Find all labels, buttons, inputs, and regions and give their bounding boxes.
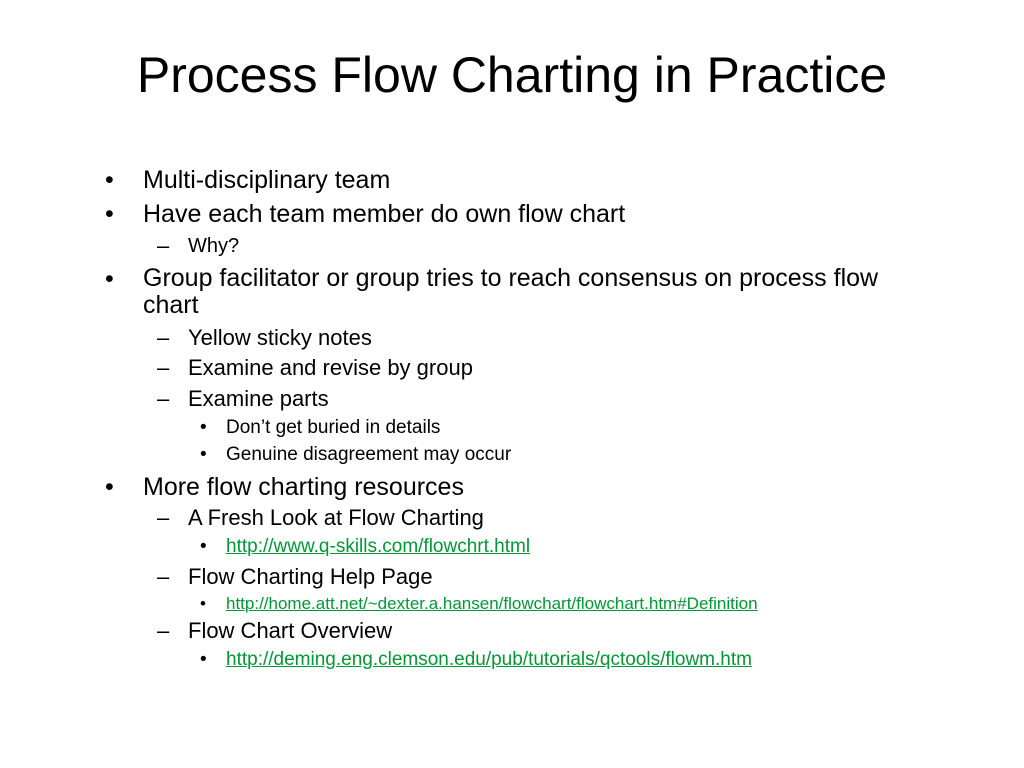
sub-item: Yellow sticky notes bbox=[188, 325, 372, 350]
sub-item: Flow Chart Overview bbox=[188, 618, 393, 643]
bullet-marker: • bbox=[200, 417, 207, 438]
att-flowchart-link[interactable]: http://home.att.net/~dexter.a.hansen/flowchart/flowchart.htm#Definition bbox=[226, 594, 758, 613]
sub-item: Examine and revise by group bbox=[188, 355, 473, 380]
slide-title: Process Flow Charting in Practice bbox=[136, 47, 888, 103]
sub-item: A Fresh Look at Flow Charting bbox=[188, 505, 484, 530]
bullet-marker: • bbox=[200, 649, 207, 670]
bullet-marker: • bbox=[105, 265, 114, 293]
dash-marker: – bbox=[157, 505, 170, 530]
sub-item: Why? bbox=[188, 235, 240, 257]
bullet-marker: • bbox=[105, 166, 114, 194]
dash-marker: – bbox=[157, 618, 170, 643]
dash-marker: – bbox=[157, 355, 170, 380]
sub-sub-item: Don’t get buried in details bbox=[226, 417, 441, 438]
clemson-flowm-link[interactable]: http://deming.eng.clemson.edu/pub/tutorials/qctools/flowm.htm bbox=[226, 649, 752, 670]
bullet-item: More flow charting resources bbox=[143, 473, 464, 501]
sub-sub-item: Genuine disagreement may occur bbox=[226, 444, 512, 465]
bullet-item: Have each team member do own flow chart bbox=[143, 200, 626, 228]
bullet-marker: • bbox=[105, 200, 114, 228]
bullet-marker: • bbox=[200, 444, 207, 465]
dash-marker: – bbox=[157, 325, 170, 350]
bullet-marker: • bbox=[105, 473, 114, 501]
q-skills-link[interactable]: http://www.q-skills.com/flowchrt.html bbox=[226, 536, 531, 557]
sub-item: Flow Charting Help Page bbox=[188, 564, 433, 589]
bullet-marker: • bbox=[200, 594, 206, 613]
bullet-item: Multi-disciplinary team bbox=[143, 166, 391, 194]
bullet-marker: • bbox=[200, 536, 207, 557]
dash-marker: – bbox=[157, 386, 170, 411]
bullet-item: Group facilitator or group tries to reach consensus on process flow chart bbox=[143, 264, 879, 319]
dash-marker: – bbox=[157, 233, 170, 258]
dash-marker: – bbox=[157, 564, 170, 589]
sub-item: Examine parts bbox=[188, 386, 329, 411]
